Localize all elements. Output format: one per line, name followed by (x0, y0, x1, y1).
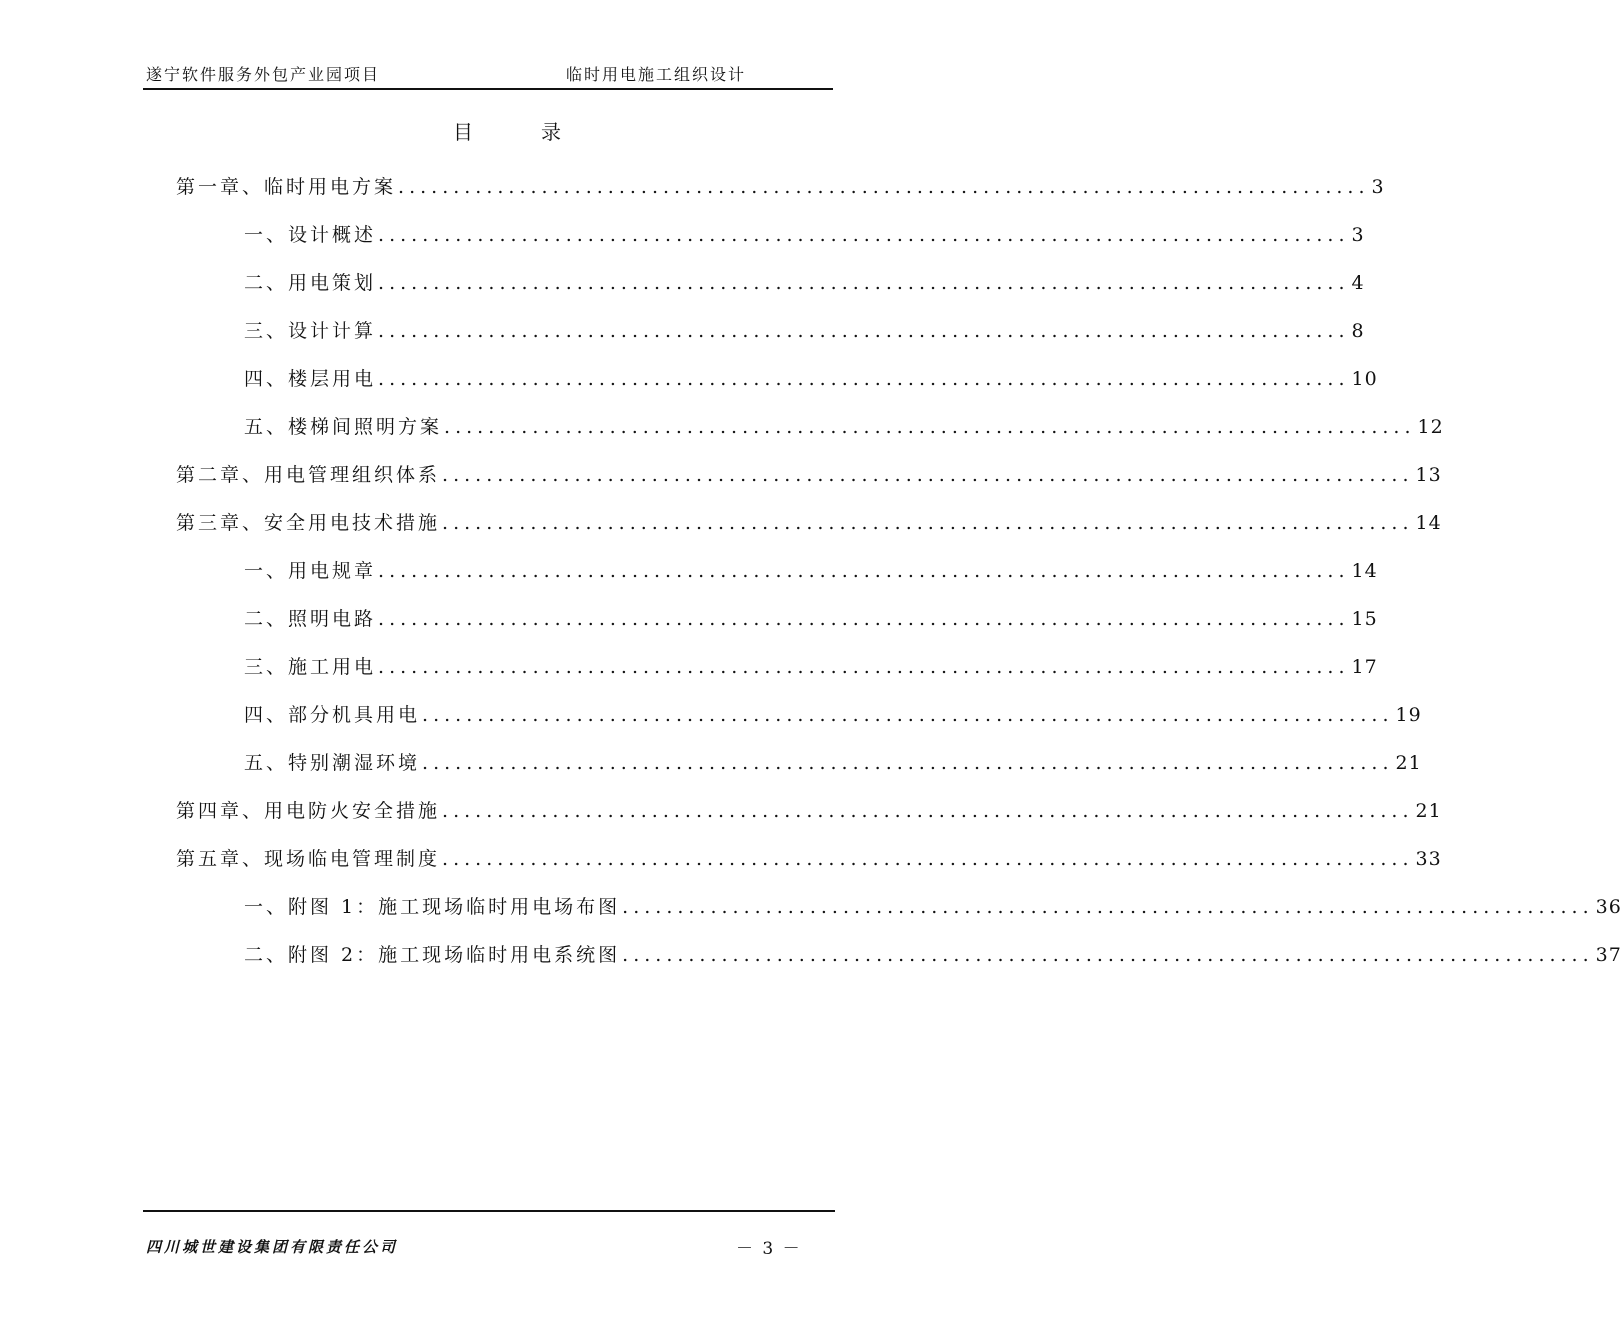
toc-entry-number: 三、 (244, 320, 289, 342)
toc-entry-number: 二、 (244, 608, 289, 630)
toc-entry-number: 一、 (244, 560, 289, 582)
toc-entry-number: 第三章、 (176, 512, 265, 534)
toc-entry-section[interactable] (244, 556, 1378, 582)
toc-leader-dots: ........................................................................................ (378, 368, 1350, 390)
toc-entry-text: 附图 1：施工现场临时用电场布图 (288, 896, 621, 918)
toc-entry-number: 第五章、 (176, 848, 265, 870)
toc-entry-page: 21 (1395, 752, 1422, 774)
toc-entry-number: 四、 (244, 368, 289, 390)
toc-entry-chapter[interactable] (176, 508, 1442, 534)
toc-entry-page: 8 (1351, 320, 1365, 342)
toc-entry-page: 36 (1595, 896, 1622, 918)
toc-entry-text: 临时用电方案 (264, 176, 397, 198)
toc-entry-chapter[interactable] (176, 172, 1385, 198)
toc-entry-page: 4 (1351, 272, 1365, 294)
toc-leader-dots: ........................................................................................ (378, 656, 1350, 678)
toc-entry-page: 3 (1371, 176, 1385, 198)
toc-leader-dots: ........................................................................................ (442, 512, 1414, 534)
toc-entry-page: 12 (1417, 416, 1444, 438)
toc-entry-page: 13 (1415, 464, 1442, 486)
toc-entry-chapter[interactable] (176, 844, 1442, 870)
toc-entry-number: 第二章、 (176, 464, 265, 486)
toc-entry-number: 第一章、 (176, 176, 265, 198)
toc-entry-number: 二、 (244, 944, 289, 966)
toc-entry-text: 照明电路 (288, 608, 377, 630)
toc-entry-number: 第四章、 (176, 800, 265, 822)
toc-leader-dots: ........................................................................................ (378, 224, 1350, 246)
toc-leader-dots: ........................................................................................ (378, 560, 1350, 582)
toc-leader-dots: ........................................................................................ (378, 608, 1350, 630)
toc-entry-text: 部分机具用电 (288, 704, 421, 726)
toc-entry-number: 一、 (244, 224, 289, 246)
toc-entry-section[interactable] (244, 220, 1365, 246)
toc-entry-page: 37 (1595, 944, 1622, 966)
toc-leader-dots: ........................................................................................ (622, 944, 1594, 966)
toc-entry-page: 14 (1351, 560, 1378, 582)
toc-entry-section[interactable] (244, 412, 1444, 438)
toc-heading (453, 116, 561, 145)
toc-leader-dots: ........................................................................................ (444, 416, 1416, 438)
toc-entry-page: 14 (1415, 512, 1442, 534)
toc-entry-text: 用电规章 (288, 560, 377, 582)
toc-entry-text: 特别潮湿环境 (288, 752, 421, 774)
toc-entry-section[interactable] (244, 364, 1378, 390)
toc-entry-section[interactable] (244, 892, 1622, 918)
header-divider (143, 88, 833, 90)
toc-entry-page: 21 (1415, 800, 1442, 822)
toc-entry-page: 3 (1351, 224, 1365, 246)
toc-entry-number: 五、 (244, 416, 289, 438)
toc-entry-text: 用电防火安全措施 (264, 800, 441, 822)
toc-leader-dots: ........................................................................................ (422, 752, 1394, 774)
toc-entry-text: 安全用电技术措施 (264, 512, 441, 534)
header-project-title: 遂宁软件服务外包产业园项目 (146, 65, 381, 84)
toc-entry-text: 楼层用电 (288, 368, 377, 390)
toc-entry-page: 19 (1395, 704, 1422, 726)
toc-entry-text: 楼梯间照明方案 (288, 416, 443, 438)
toc-entry-text: 用电策划 (288, 272, 377, 294)
toc-leader-dots: ........................................................................................ (398, 176, 1370, 198)
toc-entry-chapter[interactable] (176, 460, 1442, 486)
toc-entry-chapter[interactable] (176, 796, 1442, 822)
toc-leader-dots: ........................................................................................ (378, 272, 1350, 294)
toc-entry-section[interactable] (244, 316, 1365, 342)
toc-entry-page: 15 (1351, 608, 1378, 630)
toc-entry-number: 三、 (244, 656, 289, 678)
toc-entry-section[interactable] (244, 748, 1422, 774)
toc-entry-text: 现场临电管理制度 (264, 848, 441, 870)
toc-entry-text: 施工用电 (288, 656, 377, 678)
toc-leader-dots: ........................................................................................ (622, 896, 1594, 918)
toc-entry-text: 用电管理组织体系 (264, 464, 441, 486)
toc-entry-section[interactable] (244, 268, 1365, 294)
toc-entry-page: 17 (1351, 656, 1378, 678)
header-document-title: 临时用电施工组织设计 (566, 65, 747, 84)
toc-entry-section[interactable] (244, 940, 1622, 966)
toc-entry-number: 四、 (244, 704, 289, 726)
footer-company-name: 四川城世建设集团有限责任公司 (146, 1238, 399, 1256)
toc-leader-dots: ........................................................................................ (378, 320, 1350, 342)
toc-entry-text: 设计计算 (288, 320, 377, 342)
toc-heading-char-2: 录 (541, 120, 561, 144)
toc-leader-dots: ........................................................................................ (442, 848, 1414, 870)
toc-entry-section[interactable] (244, 604, 1378, 630)
toc-leader-dots: ........................................................................................ (442, 800, 1414, 822)
toc-leader-dots: ........................................................................................ (442, 464, 1414, 486)
toc-entry-text: 附图 2：施工现场临时用电系统图 (288, 944, 621, 966)
toc-entry-section[interactable] (244, 652, 1378, 678)
footer-divider (143, 1210, 835, 1212)
footer-page-number: － 3 － (736, 1239, 802, 1259)
toc-entry-number: 二、 (244, 272, 289, 294)
toc-entry-number: 一、 (244, 896, 289, 918)
toc-entry-section[interactable] (244, 700, 1422, 726)
toc-entry-number: 五、 (244, 752, 289, 774)
toc-heading-char-1: 目 (453, 120, 473, 144)
toc-entry-text: 设计概述 (288, 224, 377, 246)
toc-leader-dots: ........................................................................................ (422, 704, 1394, 726)
toc-entry-page: 33 (1415, 848, 1442, 870)
toc-entry-page: 10 (1351, 368, 1378, 390)
